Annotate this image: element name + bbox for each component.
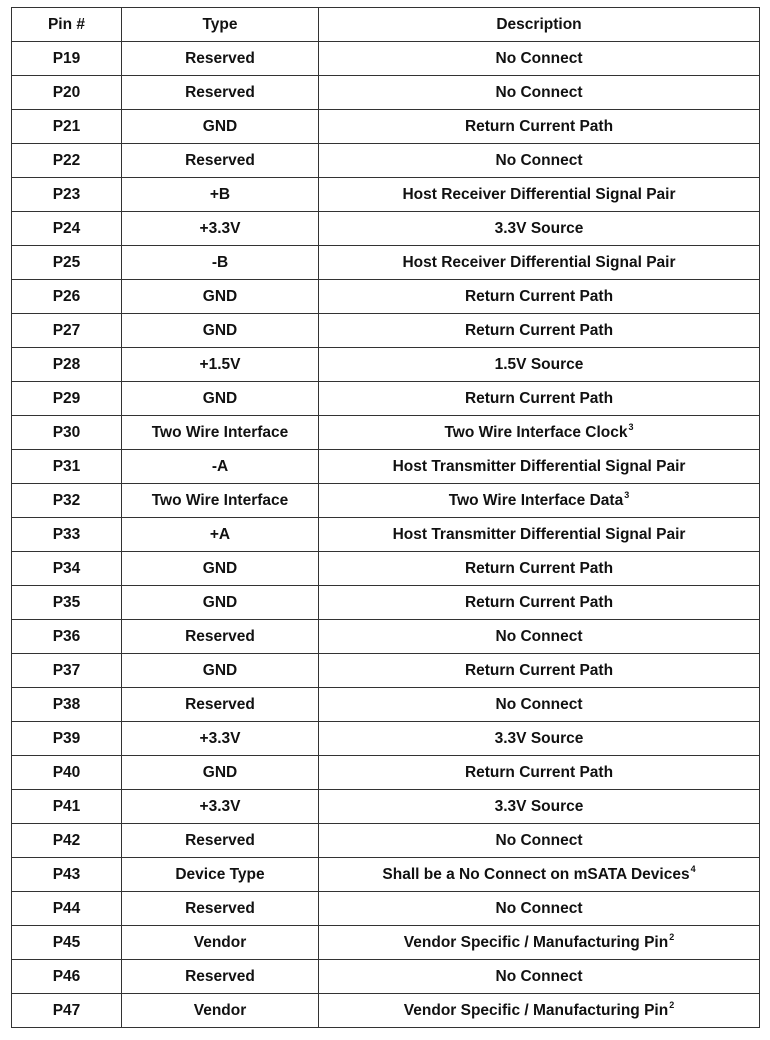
pin-cell: P27 — [12, 314, 122, 348]
description-text: Return Current Path — [464, 287, 614, 305]
description-cell — [319, 450, 760, 484]
type-cell: +3.3V — [122, 790, 319, 824]
pin-cell: P30 — [12, 416, 122, 450]
pin-cell: P25 — [12, 246, 122, 280]
table-row — [12, 994, 760, 1028]
type-cell: GND — [122, 552, 319, 586]
pin-cell: P43 — [12, 858, 122, 892]
table-row — [12, 246, 760, 280]
description-text: 3.3V Source — [494, 729, 584, 747]
description-cell — [319, 926, 760, 960]
pin-cell: P19 — [12, 42, 122, 76]
description-text: No Connect — [495, 49, 583, 67]
description-cell — [319, 314, 760, 348]
description-text: Return Current Path — [464, 661, 614, 679]
pin-cell: P28 — [12, 348, 122, 382]
description-cell — [319, 756, 760, 790]
type-cell: GND — [122, 280, 319, 314]
description-cell — [319, 722, 760, 756]
table-row — [12, 382, 760, 416]
type-cell: GND — [122, 314, 319, 348]
header-type: Type — [122, 8, 319, 42]
description-text: 1.5V Source — [494, 355, 584, 373]
description-text: Vendor Specific / Manufacturing Pin — [403, 933, 669, 951]
type-cell: -A — [122, 450, 319, 484]
pin-cell: P32 — [12, 484, 122, 518]
footnote-marker: 2 — [669, 931, 675, 942]
header-description: Description — [319, 8, 760, 42]
description-cell — [319, 178, 760, 212]
description-cell — [319, 42, 760, 76]
description-cell — [319, 246, 760, 280]
description-cell — [319, 654, 760, 688]
description-text: Return Current Path — [464, 763, 614, 781]
description-text: Host Receiver Differential Signal Pair — [402, 185, 676, 203]
description-cell — [319, 110, 760, 144]
description-text: Two Wire Interface Data — [448, 491, 624, 509]
type-cell: Vendor — [122, 926, 319, 960]
type-cell: +3.3V — [122, 722, 319, 756]
type-cell: GND — [122, 654, 319, 688]
table-row — [12, 416, 760, 450]
pin-cell: P33 — [12, 518, 122, 552]
pin-cell: P39 — [12, 722, 122, 756]
table-row — [12, 960, 760, 994]
table-row — [12, 314, 760, 348]
description-cell — [319, 144, 760, 178]
pin-cell: P45 — [12, 926, 122, 960]
description-cell — [319, 552, 760, 586]
type-cell: Two Wire Interface — [122, 484, 319, 518]
pin-assignment-table — [11, 7, 760, 1028]
description-cell — [319, 382, 760, 416]
description-cell — [319, 994, 760, 1028]
type-cell: Vendor — [122, 994, 319, 1028]
type-cell: GND — [122, 586, 319, 620]
pin-cell: P20 — [12, 76, 122, 110]
table-row — [12, 450, 760, 484]
description-text: Host Transmitter Differential Signal Pair — [392, 457, 686, 475]
type-cell: +3.3V — [122, 212, 319, 246]
pin-cell: P21 — [12, 110, 122, 144]
description-cell — [319, 824, 760, 858]
type-cell: +A — [122, 518, 319, 552]
description-cell — [319, 76, 760, 110]
description-text: 3.3V Source — [494, 797, 584, 815]
description-cell — [319, 790, 760, 824]
type-cell: Device Type — [122, 858, 319, 892]
description-cell — [319, 348, 760, 382]
type-cell: Reserved — [122, 42, 319, 76]
table-row — [12, 892, 760, 926]
type-cell: GND — [122, 756, 319, 790]
type-cell: Reserved — [122, 76, 319, 110]
description-cell — [319, 212, 760, 246]
description-cell — [319, 688, 760, 722]
description-text: Return Current Path — [464, 593, 614, 611]
table-row — [12, 178, 760, 212]
description-text: No Connect — [495, 899, 583, 917]
description-text: No Connect — [495, 695, 583, 713]
footnote-marker: 4 — [690, 863, 696, 874]
pin-cell: P42 — [12, 824, 122, 858]
table-body — [12, 42, 760, 1028]
pin-cell: P37 — [12, 654, 122, 688]
description-cell — [319, 518, 760, 552]
description-text: No Connect — [495, 151, 583, 169]
pin-cell: P22 — [12, 144, 122, 178]
type-cell: Reserved — [122, 824, 319, 858]
description-text: No Connect — [495, 831, 583, 849]
description-cell — [319, 858, 760, 892]
pin-cell: P24 — [12, 212, 122, 246]
table-row — [12, 790, 760, 824]
table-row — [12, 552, 760, 586]
description-cell — [319, 620, 760, 654]
table-row — [12, 858, 760, 892]
table-row — [12, 722, 760, 756]
pin-cell: P41 — [12, 790, 122, 824]
description-text: Return Current Path — [464, 117, 614, 135]
table-row — [12, 110, 760, 144]
type-cell: GND — [122, 110, 319, 144]
table-row — [12, 212, 760, 246]
pin-cell: P23 — [12, 178, 122, 212]
footnote-marker: 2 — [669, 999, 675, 1010]
description-cell — [319, 892, 760, 926]
description-text: Vendor Specific / Manufacturing Pin — [403, 1001, 669, 1019]
type-cell: Reserved — [122, 144, 319, 178]
description-text: Two Wire Interface Clock — [444, 423, 628, 441]
table-row — [12, 76, 760, 110]
type-cell: Reserved — [122, 892, 319, 926]
table-row — [12, 586, 760, 620]
table-row — [12, 484, 760, 518]
type-cell: Reserved — [122, 688, 319, 722]
description-text: No Connect — [495, 627, 583, 645]
pin-cell: P47 — [12, 994, 122, 1028]
header-row — [12, 8, 760, 42]
description-text: No Connect — [495, 83, 583, 101]
pin-cell: P31 — [12, 450, 122, 484]
description-cell — [319, 416, 760, 450]
description-cell — [319, 960, 760, 994]
table-row — [12, 144, 760, 178]
pin-cell: P38 — [12, 688, 122, 722]
pin-cell: P34 — [12, 552, 122, 586]
table-row — [12, 620, 760, 654]
footnote-marker: 3 — [624, 489, 630, 500]
description-text: Return Current Path — [464, 389, 614, 407]
type-cell: Reserved — [122, 960, 319, 994]
footnote-marker: 3 — [628, 421, 634, 432]
description-cell — [319, 586, 760, 620]
table-row — [12, 654, 760, 688]
table-row — [12, 824, 760, 858]
type-cell: +B — [122, 178, 319, 212]
pin-cell: P44 — [12, 892, 122, 926]
type-cell: Reserved — [122, 620, 319, 654]
pin-cell: P46 — [12, 960, 122, 994]
table-row — [12, 518, 760, 552]
description-text: 3.3V Source — [494, 219, 584, 237]
description-text: No Connect — [495, 967, 583, 985]
type-cell: +1.5V — [122, 348, 319, 382]
type-cell: -B — [122, 246, 319, 280]
pin-cell: P35 — [12, 586, 122, 620]
description-text: Return Current Path — [464, 321, 614, 339]
description-cell — [319, 280, 760, 314]
description-text: Host Transmitter Differential Signal Pair — [392, 525, 686, 543]
pin-cell: P40 — [12, 756, 122, 790]
table-row — [12, 926, 760, 960]
pin-cell: P29 — [12, 382, 122, 416]
type-cell: Two Wire Interface — [122, 416, 319, 450]
type-cell: GND — [122, 382, 319, 416]
description-text: Shall be a No Connect on mSATA Devices — [382, 865, 690, 883]
table-row — [12, 756, 760, 790]
pin-cell: P36 — [12, 620, 122, 654]
header-pin: Pin # — [12, 8, 122, 42]
pin-cell: P26 — [12, 280, 122, 314]
table-row — [12, 348, 760, 382]
description-cell — [319, 484, 760, 518]
table-row — [12, 688, 760, 722]
table-row — [12, 42, 760, 76]
table-header — [12, 8, 760, 42]
description-text: Return Current Path — [464, 559, 614, 577]
table-row — [12, 280, 760, 314]
description-text: Host Receiver Differential Signal Pair — [402, 253, 676, 271]
